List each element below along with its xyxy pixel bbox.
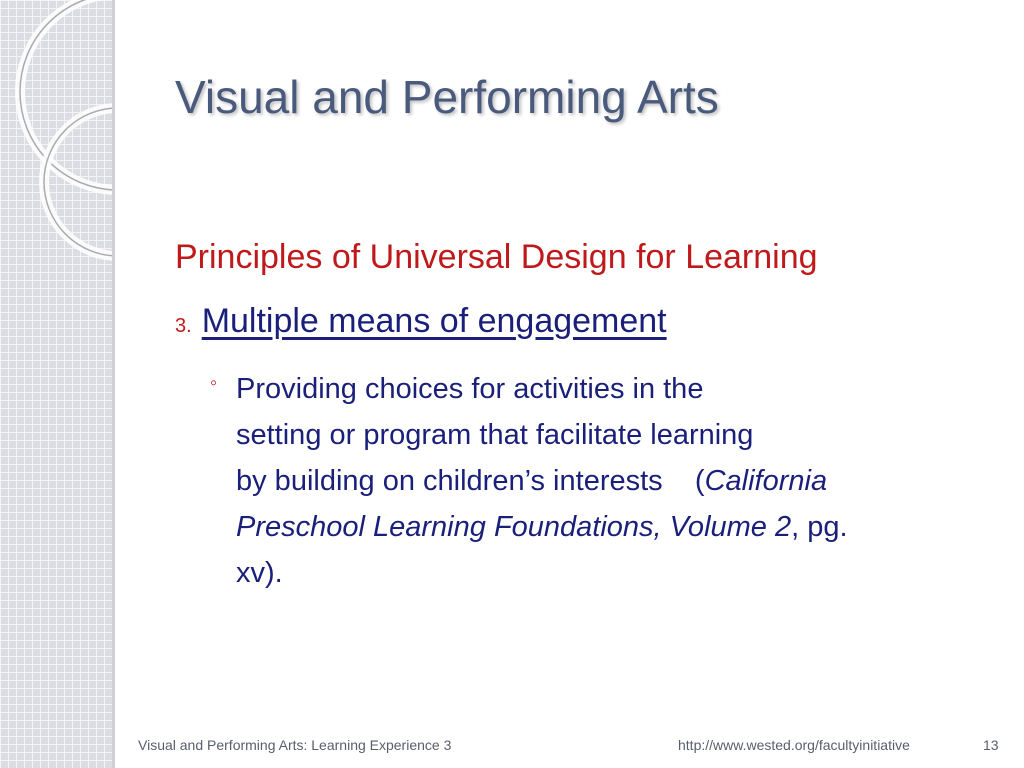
citation-open-paren: ( (694, 465, 705, 497)
citation-title-part-1: California (704, 465, 828, 497)
footer-url: http://www.wested.org/facultyinitiative (678, 737, 910, 753)
item-number: 3. (175, 315, 192, 337)
citation-closing: xv). (236, 557, 283, 589)
numbered-item (175, 302, 667, 341)
bullet-circle-icon: ◦ (210, 372, 218, 394)
citation-page: , pg. (791, 511, 848, 543)
principles-heading: Principles of Universal Design for Learning (175, 238, 818, 276)
footer-course-title: Visual and Performing Arts: Learning Experience 3 (138, 737, 452, 753)
citation-title-part-2: Preschool Learning Foundations, Volume 2 (236, 511, 792, 543)
bullet-text (236, 366, 976, 596)
footer-page-number: 13 (983, 737, 999, 753)
bullet-line-3: by building on children’s interests (236, 465, 663, 497)
decorative-sidebar (0, 0, 115, 768)
bullet-line-2: setting or program that facilitate learning (236, 419, 754, 451)
bullet-line-1: Providing choices for activities in the (236, 373, 704, 405)
engagement-label: Multiple means of engagement (201, 302, 667, 340)
slide-title: Visual and Performing Arts (175, 71, 719, 123)
decorative-circles-graphic (0, 0, 112, 768)
